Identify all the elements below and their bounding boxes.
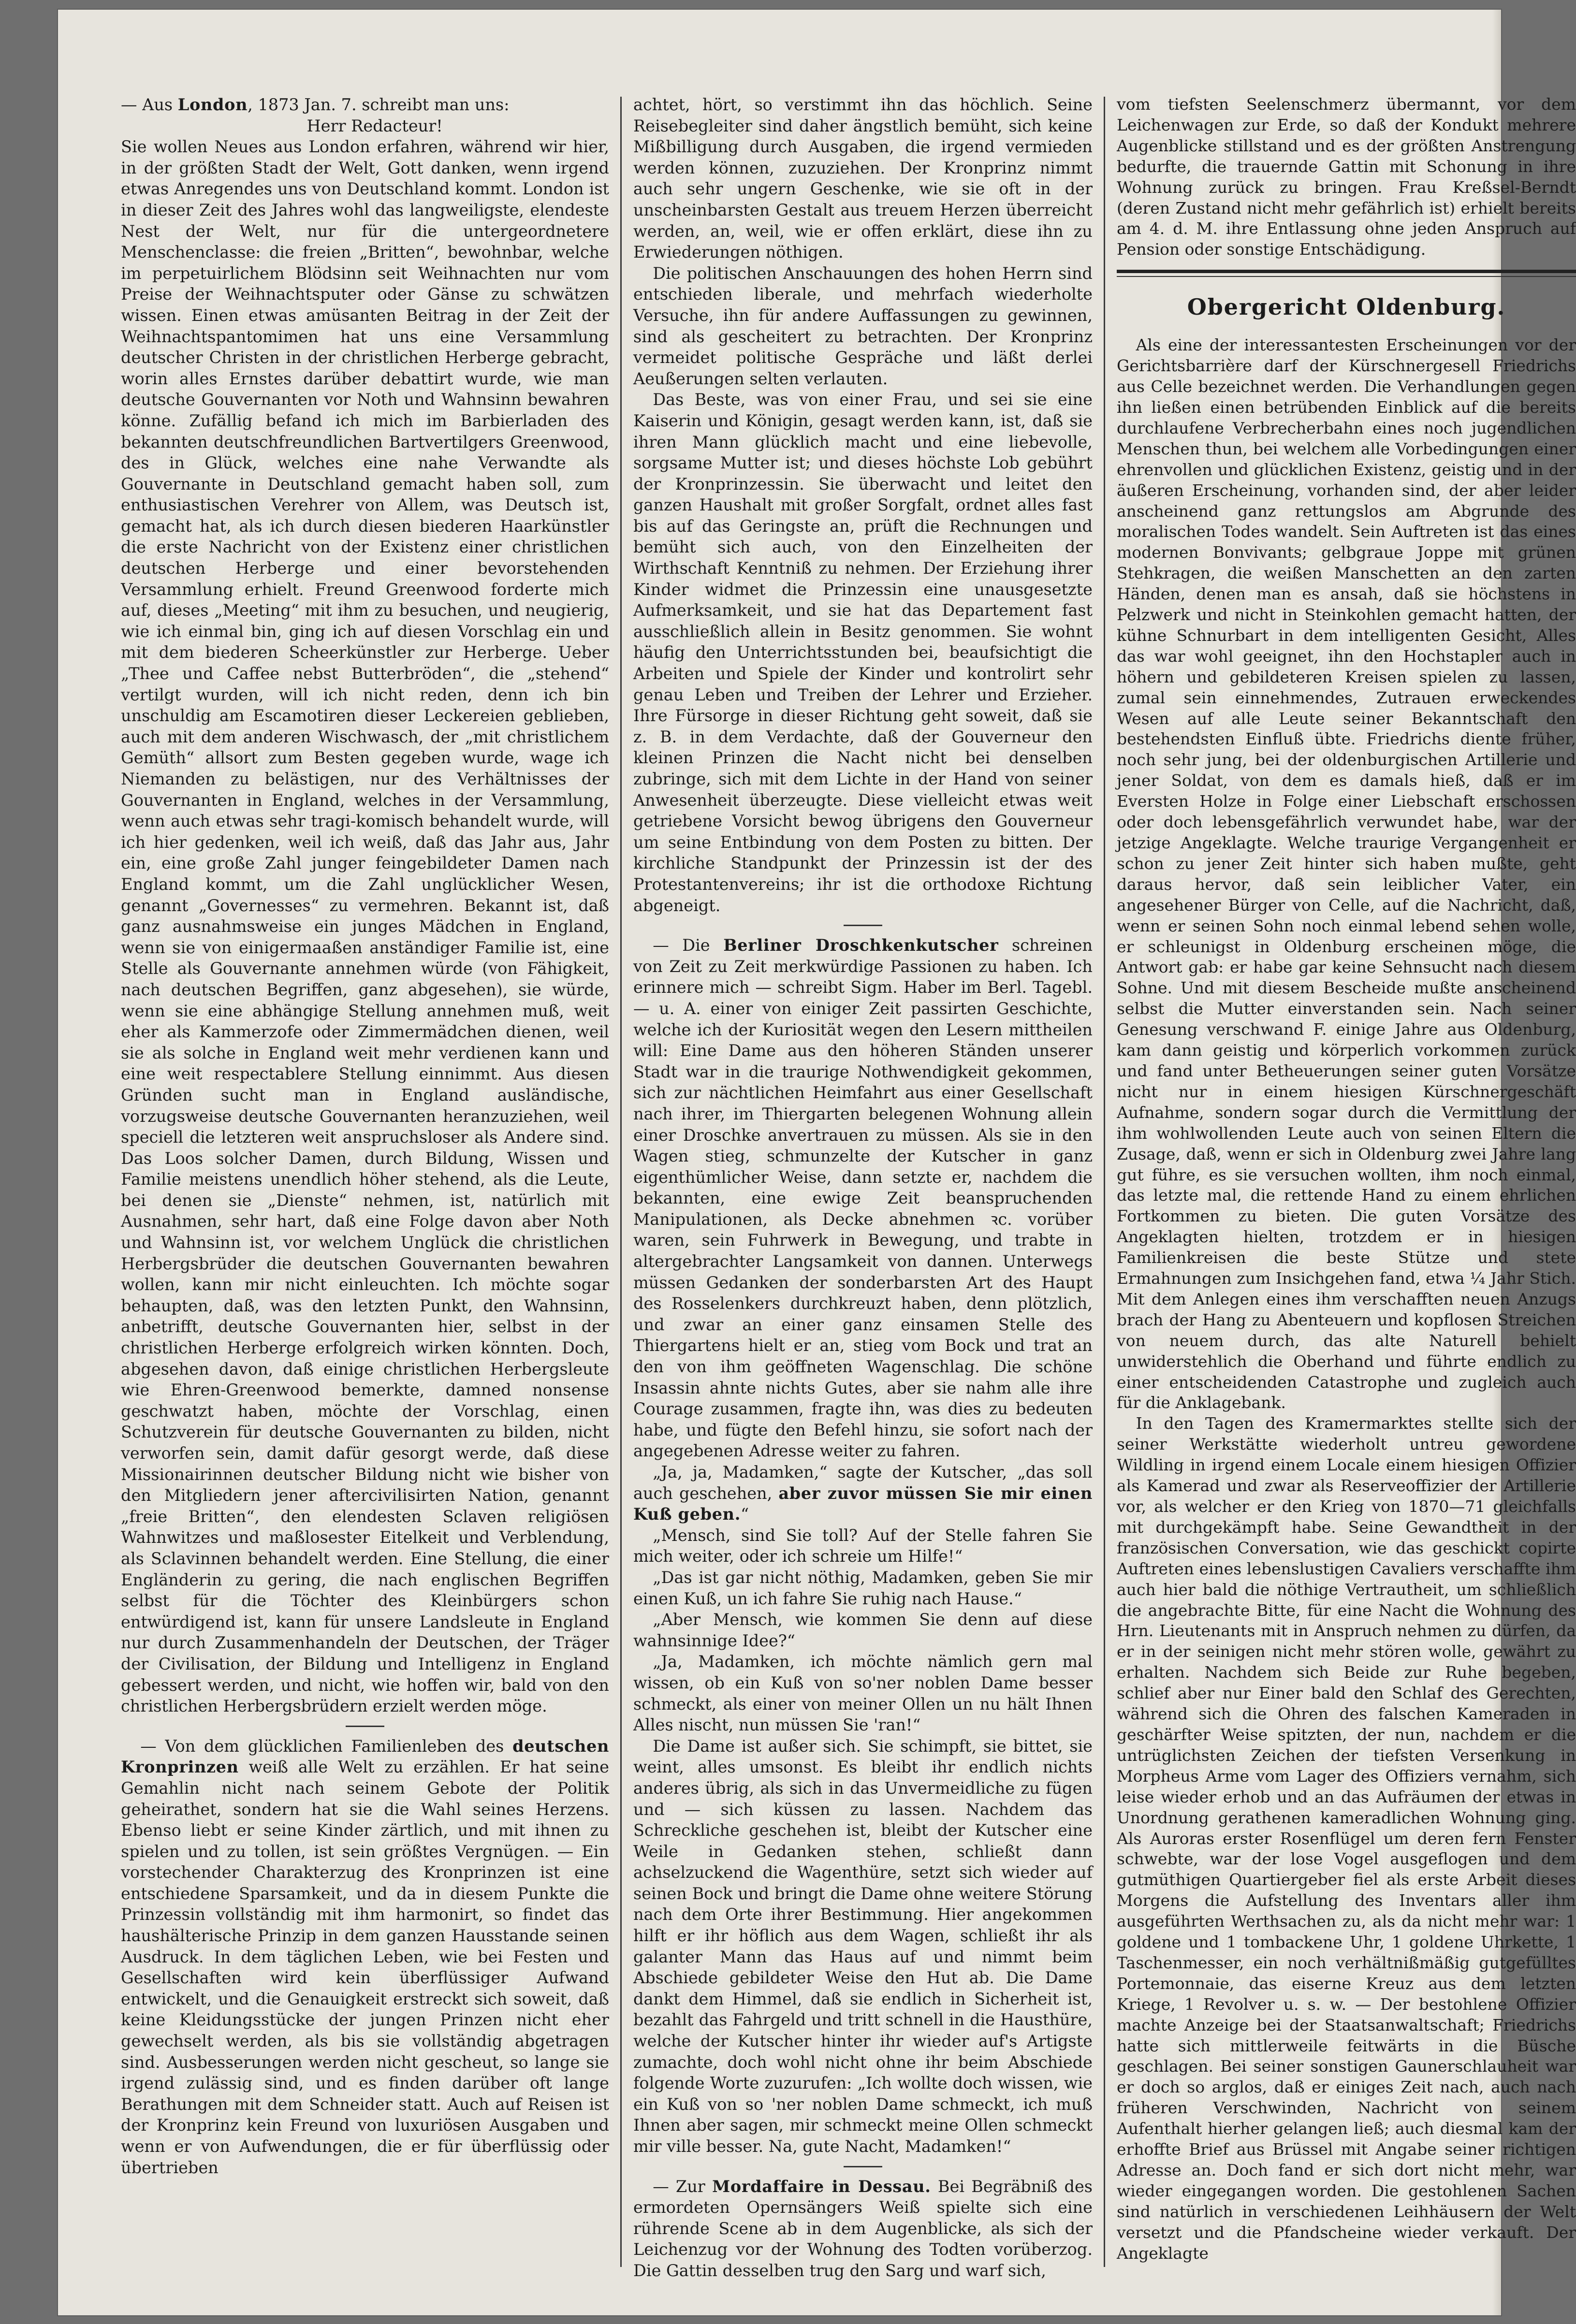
kronprinz-politics: Die politischen Anschauungen des hohen Herrn sind entschieden liberale, und mehrfach wiederholte Versuche, ihn für andere Auffassungen zu gewinnen, sind als gescheitert zu betrachten. Der Kronprinz vermeidet politische Gespräche und läßt derlei Aeußerungen selten verlauten. [633,263,1093,388]
kronprinzessin-paragraph: Das Beste, was von einer Frau, und sei sie eine Kaiserin und Königin, gesagt werden kann, ist, daß sie ihren Mann glücklich macht und eine liebevolle, sorgsame Mutter ist; und dieses höchste Lob gebührt der Kronprinzessin. Sie überwacht und leitet den ganzen Haushalt mit großer Sorgfalt, ordnet alles fast bis auf das Geringste an, prüft die Rechnungen und bemüht sich auch, von den Einzelheiten der Wirthschaft Kenntniß zu nehmen. Der Erziehung ihrer Kinder widmet die Prinzessin eine unausgesetzte Aufmerksamkeit, und sie hat das Departement fast ausschließlich allein in Besitz genommen. Sie wohnt häufig den Unterrichtsstunden bei, beaufsichtigt die Arbeiten und Spiele der Kinder und kontrolirt sehr genau Leben und Treiben der Lehrer und Erzieher. Ihre Fürsorge in dieser Richtung geht soweit, daß sie z. B. in dem Verdachte, daß der Gouverneur den kleinen Prinzen die Nacht nicht bei denselben zubringe, sich mit dem Lichte in der Hand von seiner Anwesenheit überzeugte. Diese vielleicht etwas weit getriebene Vorsicht bewog übrigens den Gouverneur um seine Entbindung von dem Posten zu bitten. Der kirchliche Standpunkt der Prinzessin ist der des Protestantenvereins; ihr ist die orthodoxe Richtung abgeneigt. [633,390,1093,915]
mordaffaire-headline: Mordaffaire in Dessau. [712,2177,931,2196]
section-divider [844,2166,882,2167]
kronprinz-article-intro [121,1736,609,2178]
column-rule-right [1104,97,1105,2267]
droschken-conclusion: Die Dame ist außer sich. Sie schimpft, sie bittet, sie weint, alles umsonst. Es bleibt ihr endlich nichts anderes übrig, als sich in das Unvermeidliche zu fügen und — sich küssen zu lassen. Nachdem das Schreckliche geschehen ist, bleibt der Kutscher eine Weile in Gedanken stehen, schließt dann achselzuckend die Wagenthüre, setzt sich wieder auf seinen Bock und bringt die Dame ohne weitere Störung nach dem Orte ihrer Bestimmung. Hier angekommen hilft er ihr höflich aus dem Wagen, schließt ihr als galanter Mann das Haus auf und nimmt beim Abschiede gebildeter Weise den Hut ab. Die Dame dankt dem Himmel, daß sie endlich in Sicherheit ist, bezahlt das Fahrgeld und tritt schnell in die Hausthüre, welche der Kutscher hinter ihr wieder auf's Artigste zumachte, doch wohl nicht ohne ihr beim Abschiede folgende Worte zuzurufen: „Ich wollte doch wissen, wie ein Kuß von so 'ner noblen Dame schmeckt, ich muß Ihnen aber sagen, mir schmeckt meine Ollen schmeckt mir ville besser. Na, gute Nacht, Madamken!“ [633,1736,1093,2156]
section-divider [346,1726,384,1727]
droschken-article [633,935,1093,1462]
obergericht-paragraph-2: In den Tagen des Kramermarktes stellte sich der seiner Werkstätte wiederholt untreu gewordene Wildling in irgend einem Locale einem hiesigen Offizier als Kamerad und zwar als Reserveoffizier der Artillerie vor, als welcher er den Krieg von 1870—71 gleichfalls mit durchgekämpft habe. Seine Gewandtheit in der französischen Conversation, wie das geschickt copirte Auftreten eines lebenslustigen Cavaliers verschaffte ihm auch hier bald die nöthige Vertrautheit, um schließlich die angebrachte Bitte, für eine Nacht die Wohnung des Hrn. Lieutenants mit in Anspruch nehmen zu dürfen, da er in der seinigen nicht mehr stören wolle, gewährt zu erhalten. Nachdem sich Beide zur Ruhe begeben, schlief aber nur Einer bald den Schlaf des Gerechten, während sich die Ohren des falschen Kameraden in geschärfter Weise spitzten, der nun, nachdem er die untrüglichsten Zeichen der tiefsten Versenkung in Morpheus Arme vom Lager des Offiziers vernahm, sich leise wieder erhob und an das Aufräumen der etwas in Unordnung gerathenen kameradlichen Wohnung ging. Als Auroras erster Rosenflügel um deren fern Fenster schwebte, war der lose Vogel ausgeflogen und dem gutmüthigen Quartiergeber fiel als erste Arbeit dieses Morgens die Aufstellung des Inventars aller ihm ausgeführten Werthsachen zu, als da nicht mehr war: 1 goldene und 1 tombackene Uhr, 1 goldene Uhrkette, 1 Taschenmesser, ein noch verhältnißmäßig gutgefülltes Portemonnaie, das eiserne Kreuz aus dem letzten Kriege, 1 Revolver u. s. w. — Der bestohlene Offizier machte Anzeige bei der Staatsanwaltschaft; Friedrichs hatte sich mittlerweile feitwärts in die Büsche geschlagen. Bei seiner sonstigen Gaunerschlauheit war er doch so arglos, daß er einiges Zeit nach, auch nach früheren Verschwinden, Nachricht von seinem Aufenthalt hierher gelangen ließ; auch diesmal kam der erhoffte Brief aus Brüssel mit Angabe seiner richtigen Adresse an. Doch fand er sich dort nicht mehr, war wieder eingegangen worden. Die gestohlenen Sachen sind natürlich in verschiedenen Leihhäusern der Welt versetzt und die Pfandscheine wieder verkauft. Der Angeklagte [1117,1414,1576,2263]
london-letter-intro [121,94,609,116]
droschken-body: schreinen von Zeit zu Zeit merkwürdige Passionen zu haben. Ich erinnere mich — schreibt Sigm. Haber im Berl. Tagebl. — u. A. einer von einiger Zeit passirten Geschichte, welche ich der Kuriosität wegen den Lesern mittheilen will: Eine Dame aus den höheren Ständen unserer Stadt war in die traurige Nothwendigkeit gekommen, sich zur nächtlichen Heimfahrt aus einer Gesellschaft nach ihrer, im Thiergarten belegenen Wohnung allein einer Droschke anvertrauen zu müssen. Als sie in den Wagen stieg, schmunzelte der Kutscher in ganz eigenthümlicher Weise, dann setzte er, nachdem die bekannten, eine ewige Zeit beanspruchenden Manipulationen, als Decke abnehmen ꝛc. vorüber waren, sein Fuhrwerk in Bewegung, und trabte in altergebrachter Langsamkeit von dannen. Unterwegs müssen Gedanken der sonderbarsten Art des Haupt des Rosselenkers durchkreuzt haben, denn plötzlich, und zwar an einer ganz einsamen Stelle des Thiergartens hielt er an, stieg vom Bock und trat an den von ihm geöffneten Wagenschlag. Die schöne Insassin ahnte nichts Gutes, aber sie nahm alle ihre Courage zusammen, fragte ihn, was dies zu bedeuten habe, und fügte den Befehl hinzu, sie sofort nach der angegebenen Adresse weiter zu fahren. [633,936,1093,1461]
dialogue-line: „Das ist gar nicht nöthig, Madamken, geben Sie mir einen Kuß, un ich fahre Sie ruhig nach Hause.“ [633,1568,1093,1608]
thin-rule [1117,276,1576,277]
mordaffaire-article [633,2176,1093,2281]
kutscher-quote-end: “ [741,1505,749,1524]
heavy-rule [1117,270,1576,273]
dialogue-line: „Aber Mensch, wie kommen Sie denn auf diese wahnsinnige Idee?“ [633,1610,1093,1650]
dialogue-line: „Ja, Madamken, ich möchte nämlich gern mal wissen, ob ein Kuß von so'ner noblen Dame besser schmeckt, als einer von meiner Ollen un nu hält Ihnen Alles nischt, nun müssen Sie 'ran!“ [633,1652,1093,1735]
salutation: Herr Redacteur! [306,116,443,135]
column-1 [121,94,609,2178]
london-letter-body: Sie wollen Neues aus London erfahren, während wir hier, in der größten Stadt der Welt, Gott danken, wenn irgend etwas Anregendes uns von Deutschland kommt. London ist in dieser Zeit des Jahres wohl das langweiligste, elendeste Nest der Welt, nur für die untergeordnetere Menschenclasse: die freien „Britten“, bewohnbar, welche im perpetuirlichem Blödsinn seit Weihnachten nur vom Preise der Weihnachtsputer oder Gänse zu schwätzen wissen. Einen etwas amüsanten Beitrag in der Zeit der Weihnachtspantomimen hat uns eine Versammlung deutscher Christen in der christlichen Herberge gebracht, worin alles Ernstes darüber debattirt wurde, wie man deutsche Gouvernanten vor Noth und Wahnsinn bewahren könne. Zufällig befand ich mich im Barbierladen des bekannten deutschfreundlichen Bartvertilgers Greenwood, des in Glück, welches eine nahe Verwandte als Gouvernante in Deutschland gemacht haben soll, zum enthusiastischen Verehrer von Allem, was Deutsch ist, gemacht hat, als ich durch diesen biederen Haarkünstler die erste Nachricht von der Existenz einer christlichen deutschen Herberge und einer bevorstehenden Versammlung erhielt. Freund Greenwood forderte mich auf, dieses „Meeting“ mit ihm zu besuchen, und neugierig, wie ich einmal bin, ging ich auf diesen Vorschlag ein und mit dem biederen Scheerkünstler zur Herberge. Ueber „Thee und Caffee nebst Butterbröden“, die „stehend“ vertilgt wurden, will ich nicht reden, denn ich bin unschuldig am Escamotiren dieser Leckereien geblieben, auch mit dem anderen Wischwasch, der „mit christlichem Gemüth“ allsort zum Besten gegeben wurde, wage ich Niemanden zu belästigen, nur des Verhältnisses der Gouvernanten in England, welches in der Versammlung, wenn auch etwas sehr tragi-komisch behandelt wurde, will ich hier gedenken, weil ich weiß, daß das Jahr aus, Jahr ein, eine große Zahl junger feingebildeter Damen nach England kommt, um die Zahl unglücklicher Wesen, genannt „Governesses“ zu vermehren. Bekannt ist, daß ganz ausnahmsweise ein junges Mädchen in England, wenn sie von einigermaaßen anständiger Familie ist, eine Stelle als Gouvernante annehmen würde (von Fähigkeit, nach deutschen Begriffen, ganz abgesehen), sie würde, wenn sie eine abhängige Stellung annehmen muß, weit eher als Kammerzofe oder Zimmermädchen dienen, weil sie als solche in England weit mehr verdienen kann und eine weit respectablere Stellung einnimmt. Aus diesen Gründen sucht man in England ausländische, vorzugsweise deutsche Gouvernanten heranzuziehen, weil speciell die letzteren weit anspruchsloser als Andere sind. Das Loos solcher Damen, durch Bildung, Wissen und Familie meistens unendlich höher stehend, als die Leute, bei denen sie „Dienste“ nehmen, ist, natürlich mit Ausnahmen, sehr hart, daß eine Folge davon aber Noth und Wahnsinn ist, vor welchem Unglück die christlichen Herbergsbrüder die deutschen Gouvernanten bewahren wollen, kann mir nicht einleuchten. Ich möchte sogar behaupten, daß, was den letzten Punkt, den Wahnsinn, anbetrifft, deutsche Gouvernanten hier, selbst in der christlichen Herberge erfolgreich wirken könnten. Doch, abgesehen davon, daß einige christlichen Herbergsleute wie Ehren-Greenwood bemerkte, damned nonsense geschwatzt haben, möchte der Vorschlag, einen Schutzverein für deutsche Gouvernanten zu bilden, nicht verworfen sein, damit dafür gesorgt werde, daß diese Missionairinnen deutscher Bildung nicht wie bisher von den Mitgliedern jener aftercivilisirten Nation, genannt „freie Britten“, den elendesten Sclaven religiösen Wahnwitzes und maßlosester Eitelkeit und Verblendung, als Sclavinnen behandelt werden. Eine Stellung, die einer Engländerin zu gering, die nach englischen Begriffen selbst für die Töchter des Kleinbürgers schon entwürdigend ist, kann für unsere Landsleute in England nur durch Zusammenhandeln der Deutschen, der Träger der Civilisation, der Bildung und Intelligenz in England gebessert werden, und nicht, wie hoffen wir, bald von den christlichen Herbergsbrüdern erzielt werden möge. [121,137,609,1716]
kronprinz-headline: deutschen Kronprinzen [121,1736,609,1777]
mordaffaire-body: Bei Begräbniß des ermordeten Opernsängers Weiß spielte sich eine rührende Scene ab in dem Augenblicke, als sich der Leichenzug vor der Wohnung des Todten vorüberzog. Die Gattin desselben trug den Sarg und warf sich, [633,2177,1093,2280]
section-heading: Obergericht Oldenburg. [1187,294,1506,320]
droschken-headline: Berliner Droschkenkutscher [723,936,999,955]
kutscher-quote-start: „Ja, ja, Madamken,“ sagte der Kutscher, „das soll auch geschehen, [633,1463,1093,1503]
kronprinz-body: weiß alle Welt zu erzählen. Er hat seine Gemahlin nicht nach seinem Gebote der Politik geheirathet, sondern hat sie die Wahl seines Herzens. Ebenso liebt er seine Kinder zärtlich, und mit ihnen zu spielen und zu tollen, ist sein größtes Vergnügen. — Ein vorstechender Charakterzug des Kronprinzen ist eine entschiedene Sparsamkeit, und da in diesem Punkte die Prinzessin vollständig mit ihm harmonirt, so findet das haushälterische Prinzip in dem ganzen Hausstande seinen Ausdruck. In dem täglichen Leben, wie bei Festen und Gesellschaften wird kein überflüssiger Aufwand entwickelt, und die Genauigkeit erstreckt sich soweit, daß keine Kleidungsstücke der jungen Prinzen nicht eher gewechselt werden, als bis sie vollständig abgetragen sind. Ausbesserungen werden nicht gescheut, so lange sie irgend zulässig sind, und es finden darüber oft lange Berathungen mit dem Schneider statt. Auch auf Reisen ist der Kronprinz kein Freund von luxuriösen Ausgaben und wenn er von Aufwendungen, die er für überflüssig oder übertrieben [121,1758,609,2177]
droschken-intro: — Die [653,936,710,955]
mordaffaire-intro: — Zur [653,2177,705,2196]
column-2 [633,94,1093,2281]
obergericht-paragraph-1: Als eine der interessantesten Erscheinungen vor der Gerichtsbarrière darf der Kürschnergesell Friedrichs aus Celle bezeichnet werden. Die Verhandlungen gegen ihn ließen einen betrübenden Einblick auf die bereits durchlaufene Verbrecherbahn eines noch jugendlichen Menschen thun, bei welchem alle Vorbedingungen einer ehrenvollen und glücklichen Existenz, geistig und in der äußeren Erscheinung, vorhanden sind, der aber leider anscheinend ganz rettungslos am Abgrunde des moralischen Todes wandelt. Sein Auftreten ist das eines modernen Bonvivants; gelbgraue Joppe mit grünen Stehkragen, die weißen Manschetten an den zarten Händen, denen man es ansah, daß sie höchstens in Pelzwerk und nicht in Steinkohlen gemacht hatten, der kühne Schnurbart in dem intelligenten Gesicht, Alles das war wohl geeignet, ihn den Hochstapler auch in höhern und gebildeteren Kreisen spielen zu lassen, zumal sein einnehmendes, Zutrauen erweckendes Wesen auf alle Leute seiner Bekanntschaft den bestehendsten Einfluß übte. Friedrichs diente früher, noch sehr jung, bei der oldenburgischen Artillerie und jener Soldat, von dem es damals hieß, daß er im Eversten Holze in Folge einer Liebschaft erschossen oder doch lebensgefährlich verwundet habe, war der jetzige Angeklagte. Welche traurige Vergangenheit er schon zu jener Zeit hinter sich haben mußte, geht daraus hervor, daß sein leiblicher Vater, ein angesehener Bürger von Celle, auf die Nachricht, daß, wenn er seinen Sohn noch einmal lebend sehen wolle, er schleunigst in Oldenburg erscheinen möge, die Antwort gab: er habe gar keine Sehnsucht nach diesem Sohne. Und mit diesem Bescheide mußte anscheinend selbst die Mutter einverstanden sein. Nach seiner Genesung verschwand F. einige Jahre aus Oldenburg, kam dann geistig und körperlich vorkommen zurück und fand unter Betheuerungen seiner guten Vorsätze nicht nur in einem hiesigen Kürschnergeschäft Aufnahme, sondern sogar durch die Vermittlung der ihm wohlwollenden Leute auch von seinen Eltern die Zusage, daß, wenn er sich in Oldenburg zwei Jahre lang gut führe, es sie versuchen wollten, ihm noch einmal, das letzte mal, die rettende Hand zu einem ehrlichen Fortkommen zu bieten. Die guten Vorsätze des Angeklagten hielten, trotzdem er in hiesigen Familienkreisen die beste Stütze und stete Ermahnungen zum Insichgehen fand, etwa ¼ Jahr Stich. Mit dem Anlegen eines ihm verschafften neuen Anzugs brach der Hang zu Abenteuern und kopflosen Streichen von neuem durch, das alte Naturell behielt unwiderstehlich die Oberhand und führte endlich zu einer entscheidenden Catastrophe und zugleich auch für die Anklagebank. [1117,335,1576,1412]
kutscher-quote [633,1462,1093,1525]
section-divider [844,925,882,926]
place-london: London [177,95,248,114]
dateline-rest: , 1873 Jan. 7. schreibt man uns: [248,95,510,114]
dialogue-line: „Mensch, sind Sie toll? Auf der Stelle fahren Sie mich weiter, oder ich schreie um Hilfe!“ [633,1525,1093,1566]
column-3 [1117,94,1576,2264]
kronprinz-continued: achtet, hört, so verstimmt ihn das höchlich. Seine Reisebegleiter sind daher ängstlich bemüht, sich keine Mißbilligung durch Ausgaben, die irgend vermieden werden können, zuzuziehen. Der Kronprinz nimmt auch sehr ungern Geschenke, wie sie oft in der unscheinbarsten Gestalt aus treuem Herzen überreicht werden, an, weil, wie er offen erklärt, diese ihn zu Erwiederungen nöthigen. [633,95,1093,262]
column-rule-left [620,97,622,2267]
mordaffaire-continued: vom tiefsten Seelenschmerz übermannt, vor dem Leichenwagen zur Erde, so daß der Kondukt mehrere Augenblicke stillstand und es der größten Anstrengung bedurfte, die trauernde Gattin mit Schonung in ihre Wohnung zurück zu bringen. Frau Kreßsel-Berndt (deren Zustand nicht mehr gefährlich ist) erhielt bereits am 4. d. M. ihre Entlassung ohne jeden Anspruch auf Pension oder sonstige Entschädigung. [1117,95,1576,259]
kutscher-quote-bold: aber zuvor müssen Sie mir einen Kuß geben. [633,1483,1093,1524]
dash-intro: — Aus [121,95,173,114]
kronprinz-intro-text: — Von dem glücklichen Familienleben des [140,1736,504,1756]
newspaper-page [58,10,1576,2315]
